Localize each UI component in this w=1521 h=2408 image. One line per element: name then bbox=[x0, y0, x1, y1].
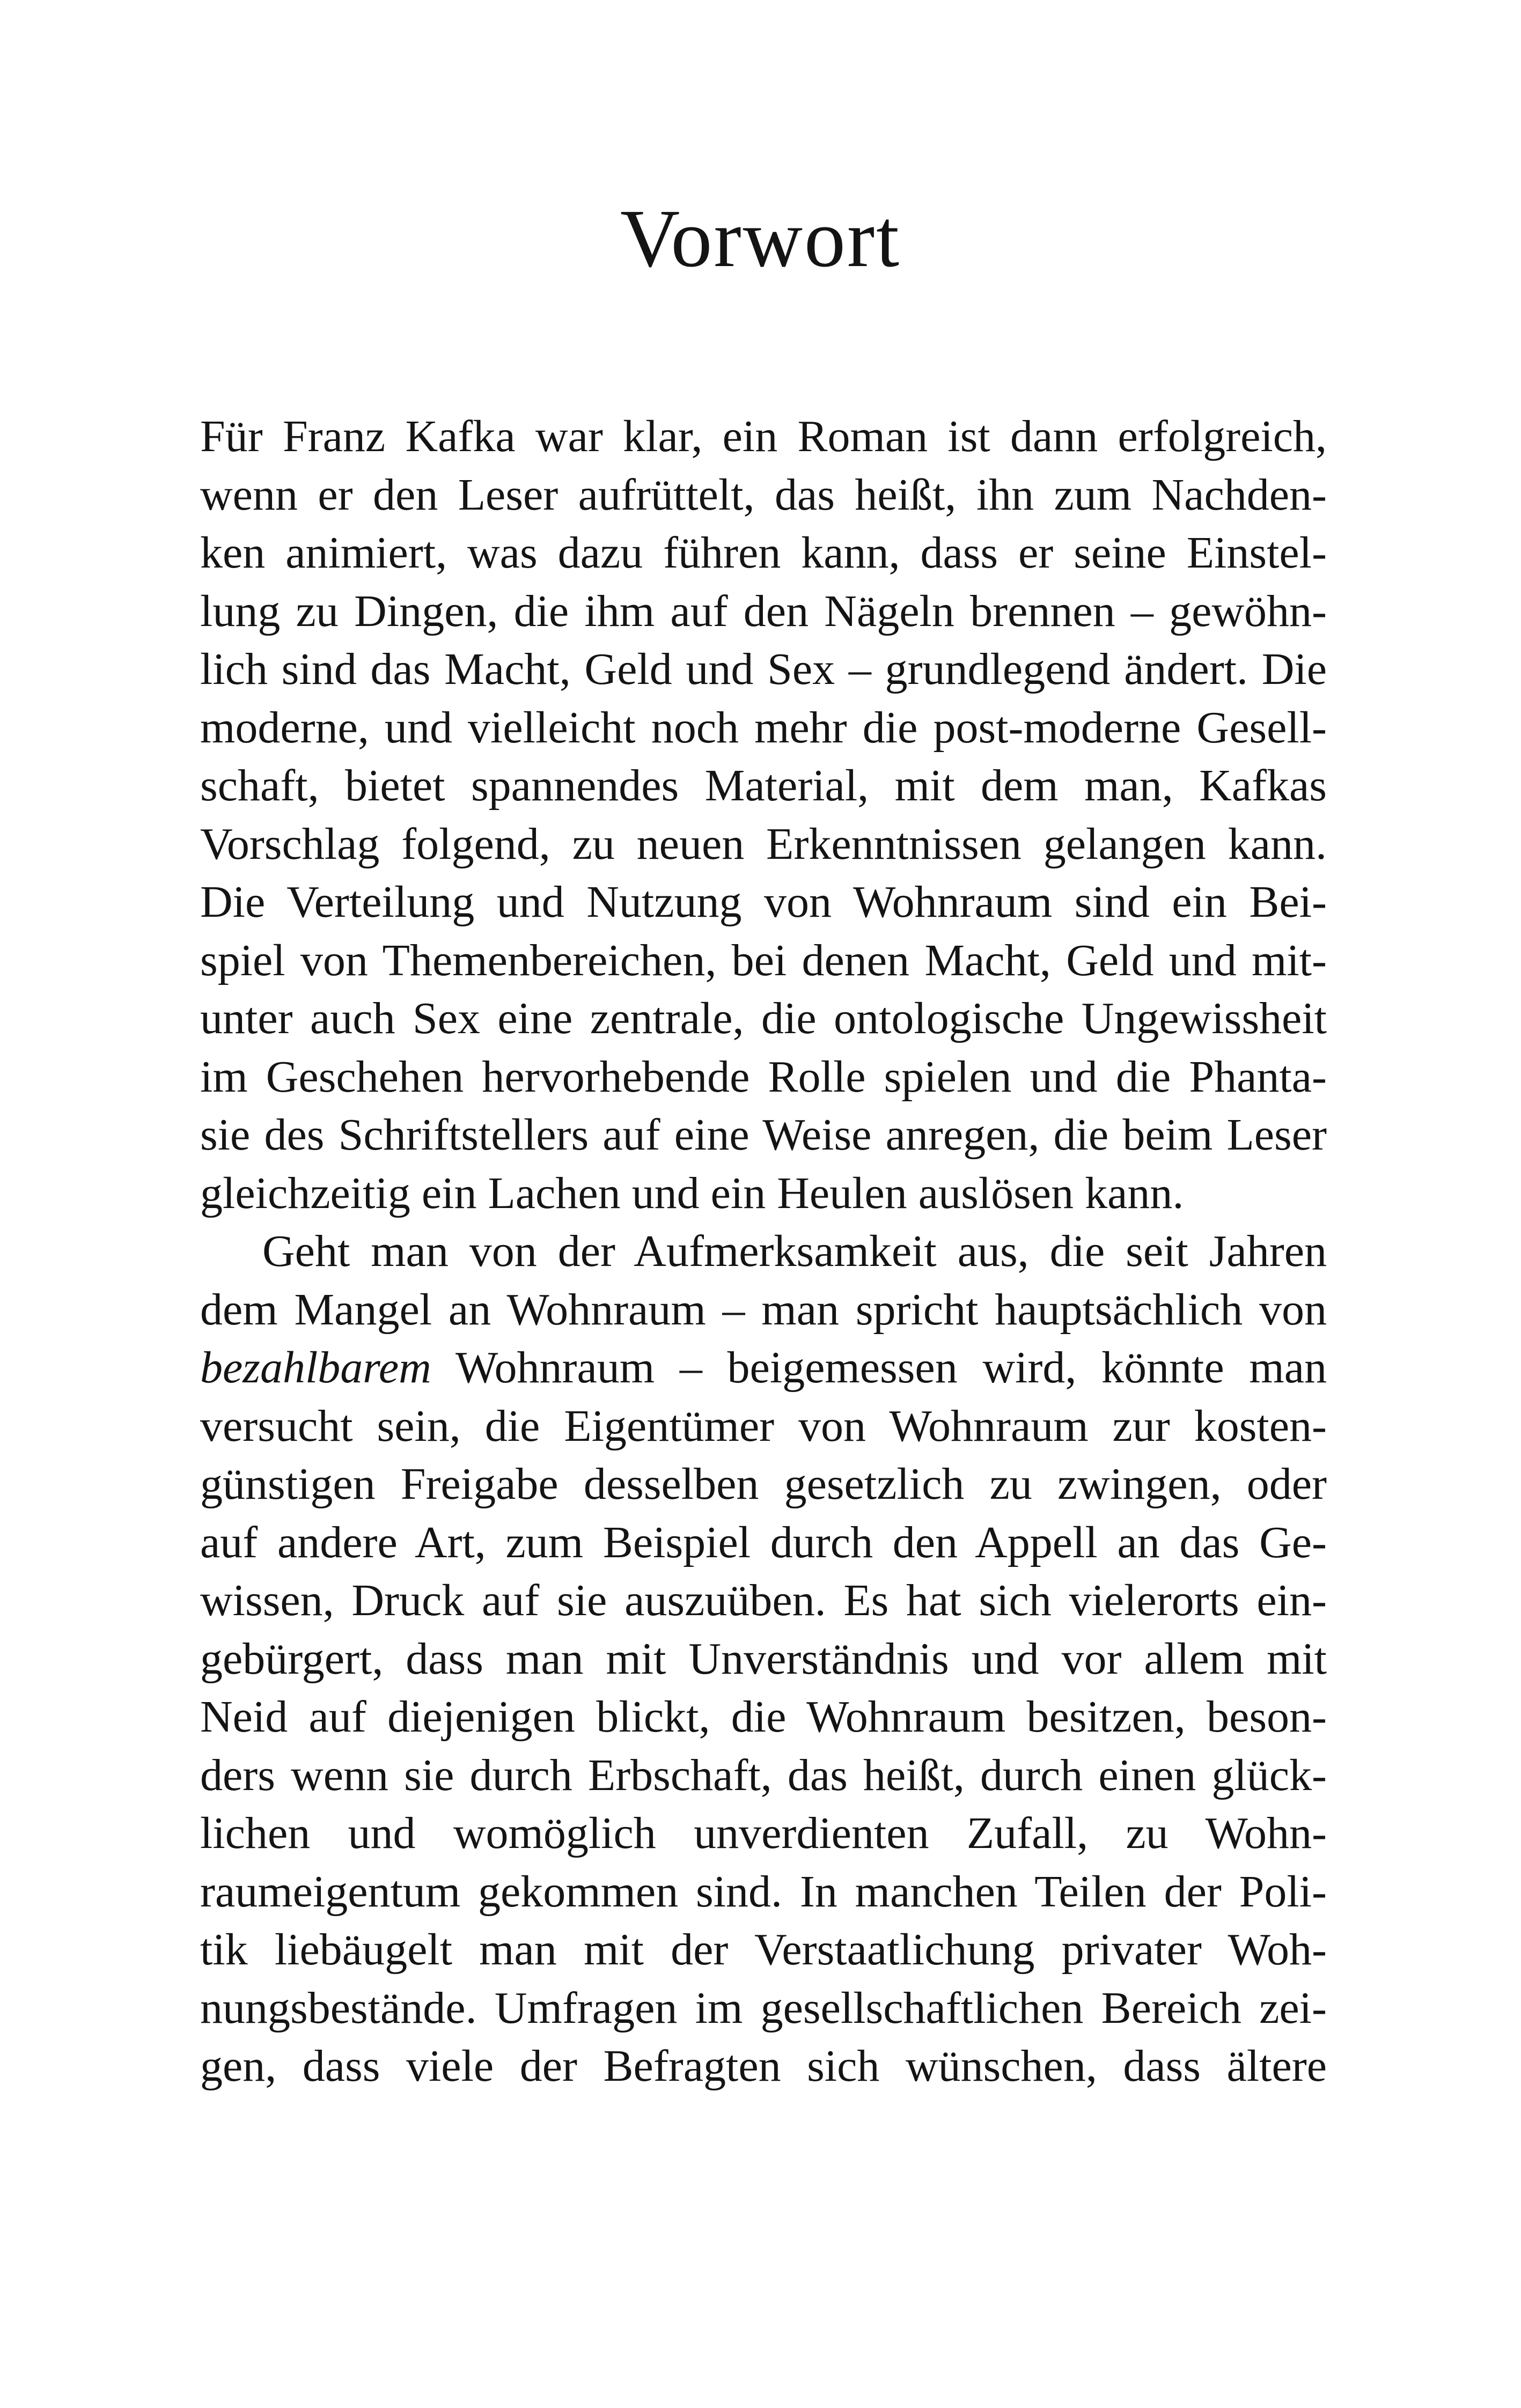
italic-word: bezahlbarem bbox=[200, 1343, 431, 1393]
chapter-title: Vorwort bbox=[620, 193, 901, 284]
text-line: lich sind das Macht, Geld und Sex – grundlegend ändert. Die bbox=[200, 644, 1327, 694]
body-text bbox=[200, 408, 1327, 2096]
text-line: Die Verteilung und Nutzung von Wohnraum sind ein Bei- bbox=[200, 877, 1327, 927]
text-line: dem Mangel an Wohnraum – man spricht hauptsächlich von bbox=[200, 1284, 1327, 1335]
text-line: Neid auf diejenigen blickt, die Wohnraum besitzen, beson- bbox=[200, 1692, 1327, 1742]
text-line: raumeigentum gekommen sind. In manchen Teilen der Poli- bbox=[200, 1866, 1327, 1917]
text-line: Geht man von der Aufmerksamkeit aus, die seit Jahren bbox=[262, 1226, 1327, 1276]
text-line: wissen, Druck auf sie auszuüben. Es hat sich vielerorts ein- bbox=[200, 1575, 1327, 1625]
text-line: wenn er den Leser aufrüttelt, das heißt, ihn zum Nachden- bbox=[200, 469, 1327, 520]
text-line: lung zu Dingen, die ihm auf den Nägeln brennen – gewöhn- bbox=[200, 586, 1327, 636]
text-line: unter auch Sex eine zentrale, die ontologische Ungewissheit bbox=[200, 993, 1327, 1043]
text-line: moderne, und vielleicht noch mehr die post-moderne Gesell- bbox=[200, 702, 1327, 753]
text-line: lichen und womöglich unverdienten Zufall, zu Wohn- bbox=[200, 1808, 1327, 1858]
text-line: gen, dass viele der Befragten sich wünschen, dass ältere bbox=[200, 2041, 1327, 2091]
text-line: auf andere Art, zum Beispiel durch den Appell an das Ge- bbox=[200, 1517, 1327, 1567]
text-line: im Geschehen hervorhebende Rolle spielen und die Phanta- bbox=[200, 1051, 1327, 1102]
text-line: tik liebäugelt man mit der Verstaatlichung privater Woh- bbox=[200, 1925, 1327, 1975]
text-line: spiel von Themenbereichen, bei denen Macht, Geld und mit- bbox=[200, 935, 1327, 985]
line-rest: Wohnraum – beigemessen wird, könnte man bbox=[431, 1343, 1327, 1393]
text-line: Für Franz Kafka war klar, ein Roman ist dann erfolgreich, bbox=[200, 411, 1327, 461]
text-line: schaft, bietet spannendes Material, mit dem man, Kafkas bbox=[200, 761, 1327, 811]
text-line: ken animiert, was dazu führen kann, dass er seine Einstel- bbox=[200, 528, 1327, 578]
paragraph-2 bbox=[200, 1223, 1327, 2096]
text-line: günstigen Freigabe desselben gesetzlich zu zwingen, oder bbox=[200, 1459, 1327, 1509]
text-line: gebürgert, dass man mit Unverständnis und vor allem mit bbox=[200, 1633, 1327, 1684]
paragraph-1 bbox=[200, 408, 1327, 1223]
text-line: sie des Schriftstellers auf eine Weise anregen, die beim Leser bbox=[200, 1110, 1327, 1160]
text-line: Vorschlag folgend, zu neuen Erkenntnissen gelangen kann. bbox=[200, 819, 1327, 869]
text-line: nungsbestände. Umfragen im gesellschaftlichen Bereich zei- bbox=[200, 1983, 1327, 2033]
text-line: versucht sein, die Eigentümer von Wohnraum zur kosten- bbox=[200, 1401, 1327, 1451]
text-line-italic bbox=[200, 1339, 1327, 1397]
text-line: ders wenn sie durch Erbschaft, das heißt, durch einen glück- bbox=[200, 1750, 1327, 1800]
text-line: gleichzeitig ein Lachen und ein Heulen auslösen kann. bbox=[200, 1168, 1184, 1218]
